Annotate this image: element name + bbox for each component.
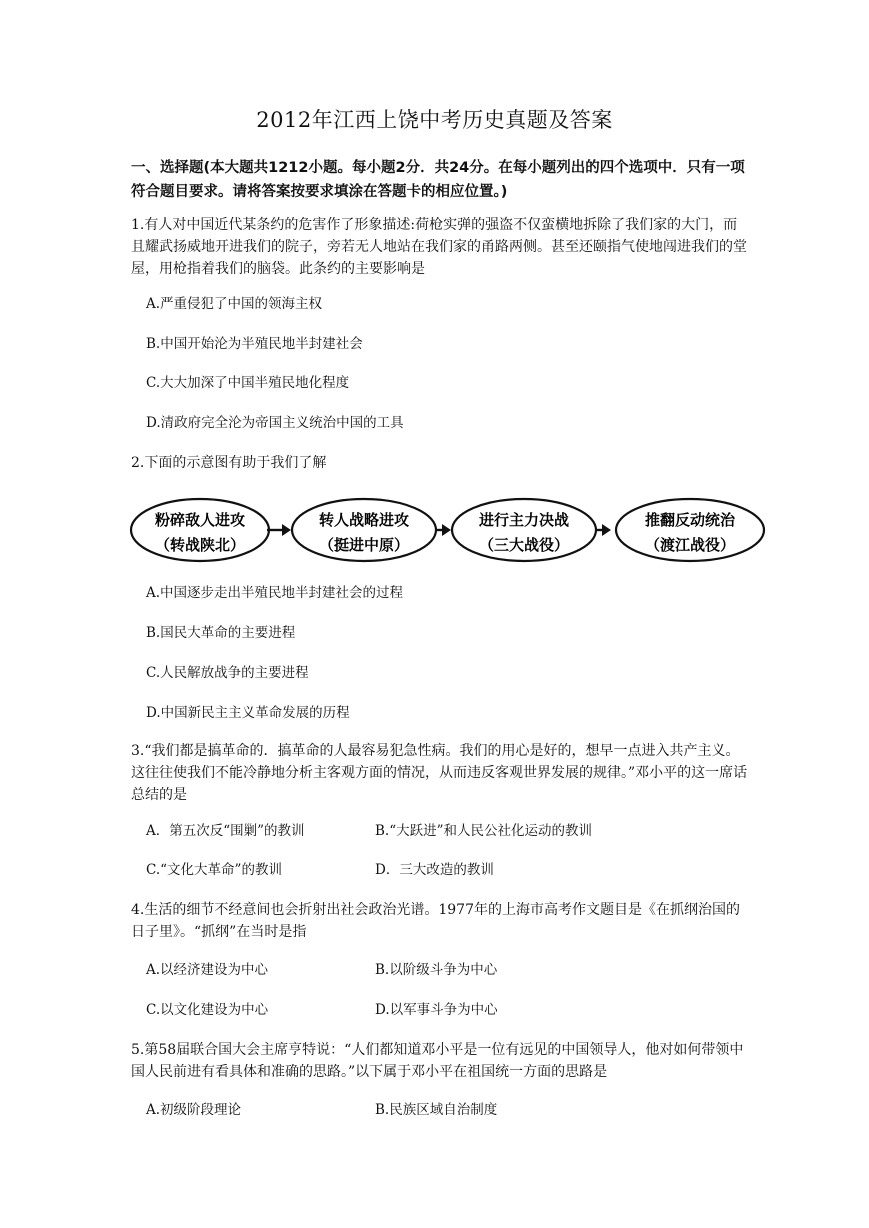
flow-stage-2: [292, 499, 436, 561]
flow-stage-4-title: 推翻反动统治: [644, 511, 736, 529]
flow-stage-2-subtitle: （挺进中原）: [318, 536, 410, 554]
question-5-stem: 5.第58届联合国大会主席亨特说：“人们都知道邓小平是一位有远见的中国领导人，他对如何带领中国人民前进有看具体和准确的思路。”以下属于邓小平在祖国统一方面的思路是: [131, 1042, 744, 1080]
question-4-option-b: B.以阶级斗争为中心: [375, 962, 498, 978]
question-4-option-c: C.以文化建设为中心: [146, 1002, 269, 1018]
flow-stage-4-subtitle: （渡江战役）: [644, 536, 736, 554]
question-5-option-b: B.民族区域自治制度: [375, 1102, 498, 1118]
section-header: 一、选择题(本大题共1212小题。每小题2分．共24分。在每小题列出的四个选项中．只有一项符合题目要求。请将答案按要求填涂在答题卡的相应位置。): [131, 160, 745, 200]
flow-arrow-2-icon: [435, 524, 451, 536]
question-2-option-a: A.中国逐步走出半殖民地半封建社会的过程: [146, 585, 404, 601]
revolution-flow-diagram: [128, 494, 768, 566]
question-3-option-b: B.“大跃进”和人民公社化运动的教训: [375, 823, 593, 839]
question-1-option-d: D.清政府完全沦为帝国主义统治中国的工具: [146, 415, 404, 431]
question-1-option-a: A.严重侵犯了中国的领海主权: [146, 296, 323, 312]
flow-stage-1-subtitle: （转战陕北）: [154, 536, 246, 554]
flow-stage-3: [452, 499, 596, 561]
flow-stage-3-subtitle: （三大战役）: [478, 536, 570, 554]
question-4-option-a: A.以经济建设为中心: [146, 962, 269, 978]
flow-stage-3-title: 进行主力决战: [478, 511, 570, 529]
document-title: 2012年江西上饶中考历史真题及答案: [256, 108, 613, 132]
flow-stage-1-title: 粉碎敌人进攻: [154, 511, 246, 529]
flow-arrow-3-icon: [595, 524, 611, 536]
question-1-stem: 1.有人对中国近代某条约的危害作了形象描述:荷枪实弹的强盗不仅蛮横地拆除了我们家的大门，而且耀武扬威地开进我们的院子，旁若无人地站在我们家的甬路两侧。甚至还颐指气使地闯进我们的堂屋，用枪指着我们的脑袋。此条约的主要影响是: [131, 217, 747, 277]
question-2-stem: 2.下面的示意图有助于我们了解: [131, 455, 327, 471]
question-3-stem: 3.“我们都是搞革命的．搞革命的人最容易犯急性病。我们的用心是好的，想早一点进入共产主义。这往往使我们不能冷静地分析主客观方面的情况，从而违反客观世界发展的规律。”邓小平的这一席话总结的是: [131, 743, 748, 803]
flow-stage-4: [616, 499, 764, 561]
question-4-stem: 4.生活的细节不经意间也会折射出社会政治光谱。1977年的上海市高考作文题目是《在抓纲治国的日子里》。“抓纲”在当时是指: [131, 902, 740, 940]
question-3-option-c: C.“文化大革命”的教训: [146, 862, 282, 878]
flow-arrow-1-icon: [267, 524, 291, 536]
question-1-option-b: B.中国开始沦为半殖民地半封建社会: [146, 336, 363, 352]
question-2-option-d: D.中国新民主主义革命发展的历程: [146, 705, 350, 721]
question-4-option-d: D.以军事斗争为中心: [375, 1002, 498, 1018]
question-2-option-b: B.国民大革命的主要进程: [146, 625, 296, 641]
flow-stage-1: [131, 499, 269, 561]
flow-stage-2-title: 转人战略进攻: [318, 511, 410, 529]
question-3-option-a: A．第五次反“围剿”的教训: [146, 823, 305, 839]
question-5-option-a: A.初级阶段理论: [146, 1102, 242, 1118]
question-3-option-d: D．三大改造的教训: [375, 862, 494, 878]
question-1-option-c: C.大大加深了中国半殖民地化程度: [146, 375, 350, 391]
question-2-option-c: C.人民解放战争的主要进程: [146, 665, 309, 681]
